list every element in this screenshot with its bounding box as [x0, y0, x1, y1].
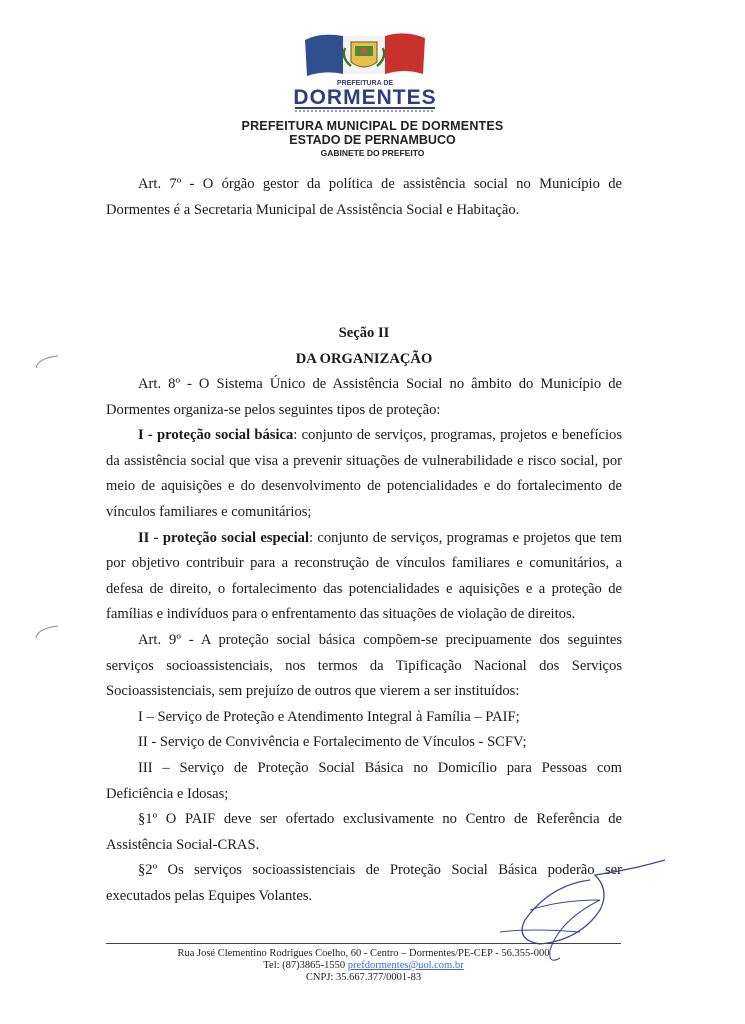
- punch-hole-mark-top: [32, 352, 62, 372]
- section-title: Seção II: [338, 325, 390, 341]
- item-2-text: : conjunto de serviços, programas e projetos que tem por objetivo contribuir para a reconstrução de vínculos familiares e comunitários, a defesa de direito, o fortalecimento das potencialidades e aquisições e a proteção de famílias e indivíduos para o enfrentamento das situações de violação de direitos.: [106, 529, 622, 623]
- service-1: I – Serviço de Proteção e Atendimento Integral à Família – PAIF;: [138, 708, 520, 725]
- footer-rule: [106, 943, 621, 944]
- footer-email-link[interactable]: prefdormentes@uol.com.br: [347, 960, 464, 971]
- header-line-1: PREFEITURA MUNICIPAL DE DORMENTES: [241, 119, 504, 133]
- footer-address: Rua José Clementino Rodrigues Coelho, 60 - Centro – Dormentes/PE-CEP - 56.355-000: [177, 948, 550, 959]
- item-1-text: : conjunto de serviços, programas, projetos e benefícios da assistência social que visa a prevenir situações de vulnerabilidade e risco social, por meio de aquisições e do desenvolvimento de potencialidades e do fortalecimento de vínculos familiares e comunitários;: [106, 427, 623, 520]
- paragraph-2: §2º Os serviços socioassistenciais de Proteção Social Básica poderão ser executados pelas Equipes Volantes.: [106, 862, 622, 904]
- article-8: Art. 8º - O Sistema Único de Assistência Social no âmbito do Município de Dormentes organiza-se pelos seguintes tipos de proteção:: [106, 376, 622, 418]
- footer-cnpj: CNPJ: 35.667.377/0001-83: [305, 972, 422, 983]
- logo-graphic: [285, 28, 445, 114]
- item-2: [106, 526, 622, 628]
- main-body: [106, 372, 622, 909]
- header-line-2: ESTADO DE PERNAMBUCO: [289, 133, 456, 147]
- section-heading: [106, 321, 622, 372]
- footer-tel: Tel: (87)3865-1550: [263, 960, 346, 971]
- item-2-label: II - proteção social especial: [138, 529, 310, 546]
- footer-contact: [106, 960, 621, 972]
- service-3: III – Serviço de Proteção Social Básica no Domicílio para Pessoas com Deficiência e Idosas;: [106, 759, 622, 802]
- service-2: II - Serviço de Convivência e Fortalecimento de Vínculos - SCFV;: [138, 734, 527, 751]
- municipality-logo: [285, 28, 445, 114]
- article-7-block: [106, 172, 622, 223]
- logo-main-text: DORMENTES: [293, 86, 437, 109]
- article-7: Art. 7º - O órgão gestor da política de assistência social no Município de Dormentes é a Secretaria Municipal de Assistência Social e Habitação.: [106, 176, 622, 218]
- item-1: [106, 423, 622, 525]
- section-subtitle: DA ORGANIZAÇÃO: [295, 350, 433, 367]
- header-line-3: GABINETE DO PREFEITO: [320, 148, 425, 158]
- logo-top-text: PREFEITURA DE: [336, 80, 394, 87]
- paragraph-1: §1º O PAIF deve ser ofertado exclusivamente no Centro de Referência de Assistência Social-CRAS.: [106, 811, 622, 853]
- punch-hole-mark-bottom: [32, 622, 62, 642]
- article-9: Art. 9º - A proteção social básica compõem-se precipuamente dos seguintes serviços socioassistenciais, nos termos da Tipificação Nacional dos Serviços Socioassistenciais, sem prejuízo de outros que vierem a ser instituídos:: [106, 631, 622, 700]
- item-1-label: I - proteção social básica: [138, 427, 294, 444]
